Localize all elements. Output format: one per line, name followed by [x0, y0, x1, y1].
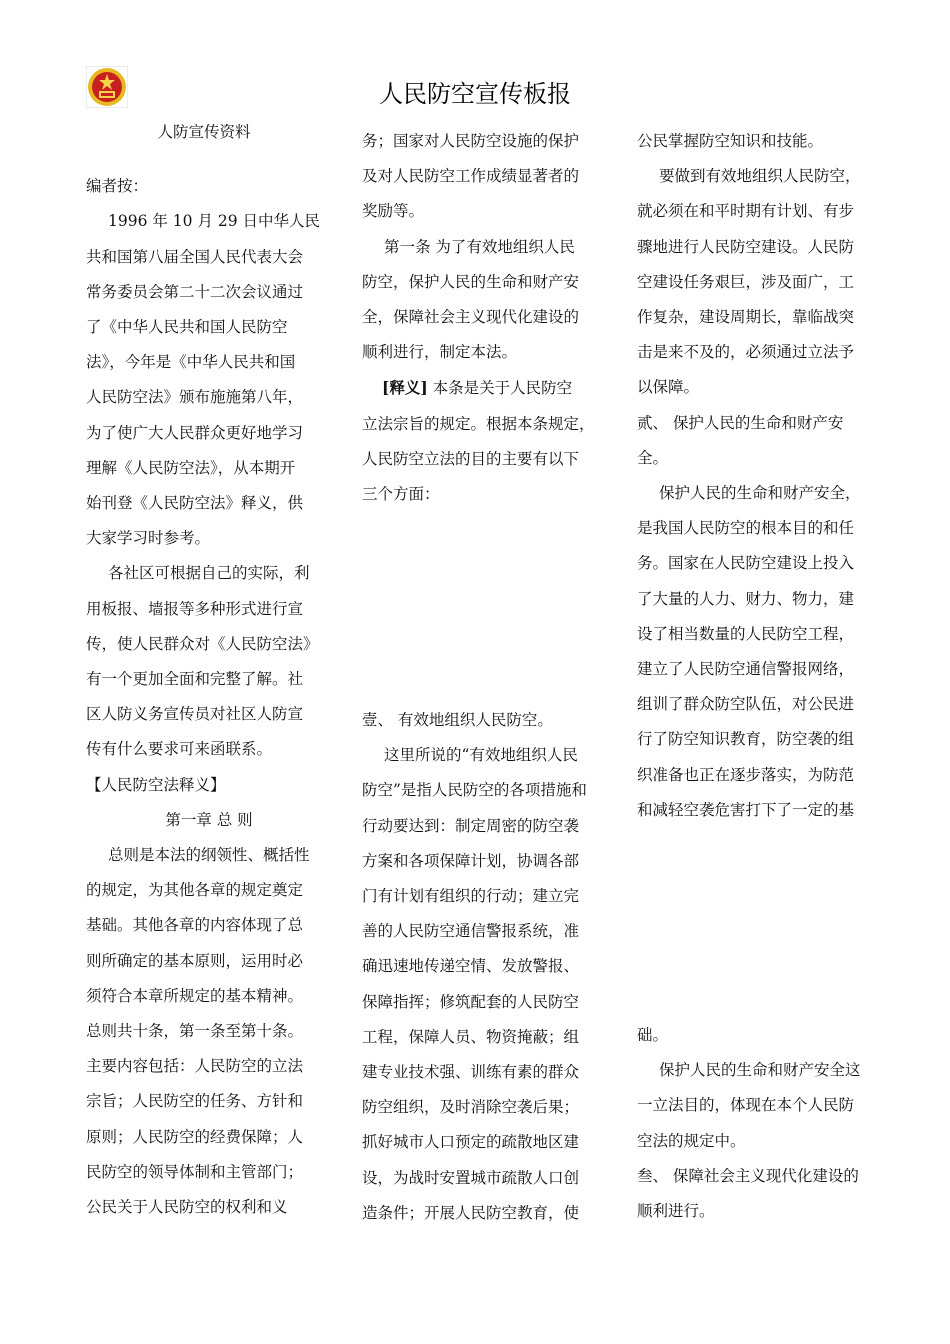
text-line: 一立法目的，体现在本个人民防 [637, 1096, 855, 1115]
interpretation-label: [释义] [382, 378, 428, 398]
text-line: 全。 [637, 448, 669, 467]
section-label: 【人民防空法释义】 [86, 775, 226, 794]
text-line: 理解《人民防空法》，从本期开 [86, 458, 296, 477]
text-line: 了大量的人力、财力、物力，建 [637, 589, 855, 608]
text-line: 空建设任务艰巨，涉及面广，工 [637, 272, 855, 291]
text-line: 各社区可根据自己的实际，利 [108, 564, 310, 583]
text-line: 全，保障社会主义现代化建设的 [362, 308, 580, 327]
text-line: 始刊登《人民防空法》释义，供 [86, 494, 304, 513]
text-line: 原则；人民防空的经费保障；人 [86, 1127, 304, 1146]
text-line: 须符合本章所规定的基本精神。 [86, 986, 304, 1005]
column-middle-top [362, 124, 612, 512]
text-line: 公民关于人民防空的权利和义 [86, 1198, 288, 1217]
text-line: 1996 年 10 月 29 日中华人民 [108, 212, 321, 231]
text-line: 为了使广大人民群众更好地学习 [86, 423, 304, 442]
text-line: 防空组织，及时消除空袭后果； [362, 1098, 580, 1117]
text-line: 组训了群众防空队伍，对公民进 [637, 695, 855, 714]
text-line: 了《中华人民共和国人民防空 [86, 318, 288, 337]
text-line: 要做到有效地组织人民防空， [659, 167, 861, 186]
chapter-heading: 第一章 总 则 [165, 810, 253, 829]
text-line: 立法宗旨的规定。根据本条规定， [362, 414, 595, 433]
text-line: 设，为战时安置城市疏散人口创 [362, 1168, 580, 1187]
text-line: 宗旨；人民防空的任务、方针和 [86, 1092, 304, 1111]
text-line: 础。 [637, 1026, 669, 1044]
text-line: 击是来不及的，必须通过立法予 [637, 343, 855, 362]
numbered-heading: 壹、 有效地组织人民防空。 [362, 711, 553, 729]
interpretation-text: 本条是关于人民防空 [432, 379, 573, 398]
interpretation-line [362, 370, 612, 406]
text-line: 建专业技术强、训练有素的群众 [362, 1063, 580, 1082]
poster-title: 人民防空宣传板报 [379, 80, 571, 108]
column-right-top [637, 124, 887, 828]
text-line: 作复杂，建设周期长，靠临战突 [637, 308, 855, 327]
text-line: 方案和各项保障计划，协调各部 [362, 851, 580, 870]
text-line: 确迅速地传递空情、发放警报、 [362, 957, 580, 976]
text-line: 务。国家在人民防空建设上投入 [637, 554, 855, 573]
text-line: 及对人民防空工作成绩显著者的 [362, 167, 580, 186]
text-line: 基础。其他各章的内容体现了总 [86, 916, 304, 935]
numbered-heading: 贰、 保护人民的生命和财产安 [637, 413, 844, 432]
text-line: 区人防义务宣传员对社区人防宣 [86, 705, 304, 724]
text-line: 则所确定的基本原则，运用时必 [86, 951, 304, 970]
text-line: 总则是本法的纲领性、概括性 [108, 846, 310, 865]
text-line: 用板报、墙报等多种形式进行宣 [86, 599, 304, 618]
text-line: 造条件；开展人民防空教育，使 [362, 1203, 580, 1222]
numbered-heading: 叁、 保障社会主义现代化建设的 [637, 1166, 859, 1185]
text-line: 民防空的领导体制和主管部门； [86, 1162, 304, 1181]
text-line: 行动要达到：制定周密的防空袭 [362, 816, 580, 835]
column-left [86, 115, 332, 1225]
text-line: 空法的规定中。 [637, 1131, 746, 1150]
text-line: 建立了人民防空通信警报网络， [637, 660, 855, 679]
text-line: 公民掌握防空知识和技能。 [637, 132, 824, 150]
text-line: 奖励等。 [362, 202, 425, 221]
text-line: 人民防空法》颁布施施第八年， [86, 388, 304, 407]
text-line: 大家学习时参考。 [86, 529, 211, 548]
text-line: 织准备也正在逐步落实，为防范 [637, 765, 855, 784]
text-line: 抓好城市人口预定的疏散地区建 [362, 1133, 580, 1152]
text-line: 设了相当数量的人民防空工程， [637, 624, 855, 643]
text-line: 人民防空立法的目的主要有以下 [362, 449, 580, 468]
text-line: 的规定，为其他各章的规定奠定 [86, 881, 304, 900]
text-line: 这里所说的“有效地组织人民 [384, 746, 578, 765]
text-line: 传有什么要求可来函联系。 [86, 740, 273, 759]
text-line: 有一个更加全面和完整了解。社 [86, 670, 304, 689]
text-line: 三个方面： [362, 485, 440, 504]
text-line: 保护人民的生命和财产安全这 [659, 1061, 861, 1080]
editor-note-label: 编者按： [86, 177, 149, 196]
text-line: 防空，保护人民的生命和财产安 [362, 272, 580, 291]
text-line: 总则共十条，第一条至第十条。 [86, 1022, 304, 1041]
text-line: 就必须在和平时期有计划、有步 [637, 202, 855, 221]
text-line: 保障指挥；修筑配套的人民防空 [362, 992, 580, 1011]
text-line: 顺利进行，制定本法。 [362, 343, 518, 362]
section-heading: 人防宣传资料 [157, 123, 251, 141]
text-line: 传，使人民群众对《人民防空法》 [86, 634, 319, 653]
article-line: 第一条 为了有效地组织人民 [384, 237, 575, 256]
text-line: 工程，保障人员、物资掩蔽；组 [362, 1027, 580, 1046]
text-line: 顺利进行。 [637, 1202, 715, 1221]
column-middle-bottom [362, 703, 612, 1231]
text-line: 门有计划有组织的行动；建立完 [362, 887, 580, 906]
text-line: 防空”是指人民防空的各项措施和 [362, 781, 587, 800]
text-line: 行了防空知识教育，防空袭的组 [637, 730, 855, 749]
text-line: 法》，今年是《中华人民共和国 [86, 353, 296, 372]
text-line: 共和国第八届全国人民代表大会 [86, 247, 304, 266]
text-line: 骤地进行人民防空建设。人民防 [637, 237, 855, 256]
text-line: 主要内容包括：人民防空的立法 [86, 1057, 304, 1076]
column-right-bottom [637, 1018, 887, 1229]
text-line: 是我国人民防空的根本目的和任 [637, 519, 855, 538]
text-line: 和减轻空袭危害打下了一定的基 [637, 800, 855, 819]
text-line: 务；国家对人民防空设施的保护 [362, 132, 580, 150]
text-line: 善的人民防空通信警报系统，准 [362, 922, 580, 941]
text-line: 以保障。 [637, 378, 700, 397]
text-line: 保护人民的生命和财产安全， [659, 484, 861, 503]
text-line: 常务委员会第二十二次会议通过 [86, 282, 304, 301]
